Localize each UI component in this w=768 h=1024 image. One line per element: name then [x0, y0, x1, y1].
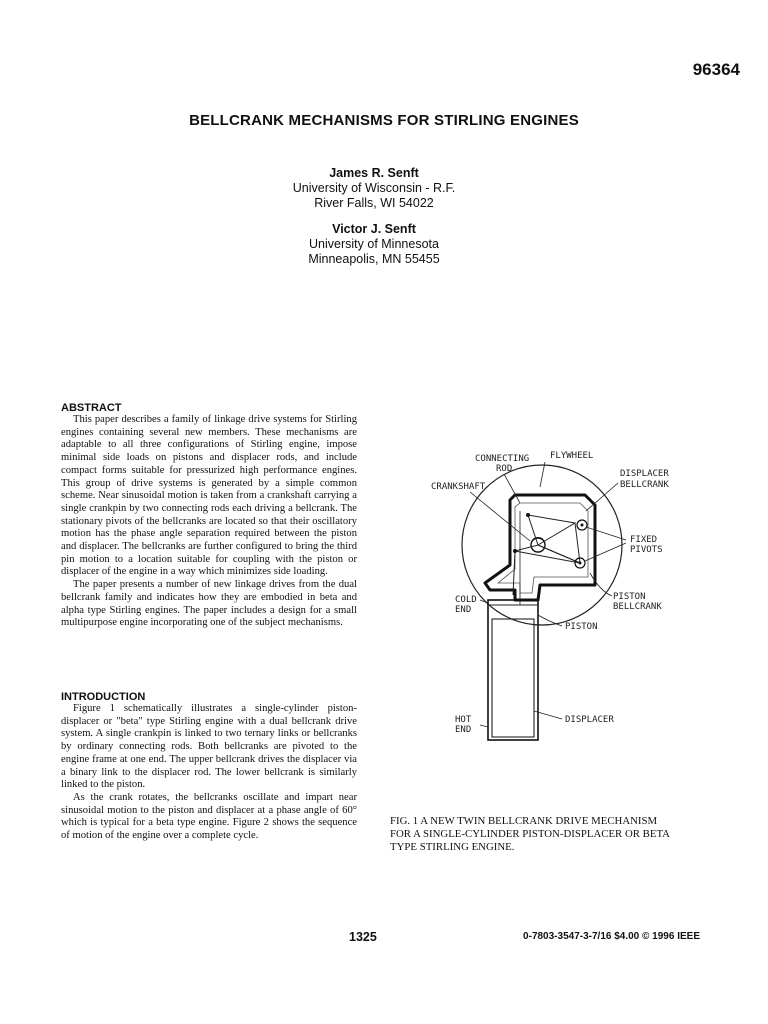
displacer-body	[492, 619, 534, 737]
crank-arrow	[532, 538, 544, 541]
author-affiliation: University of Wisconsin - R.F.	[292, 181, 456, 195]
introduction-paragraph: Figure 1 schematically illustrates a single-cylinder piston-displacer or "beta" type Stirling engine with a dual bellcrank drive system. A single crankpin is linked to two ternary links or bellcranks by ordinary connecting rods. Both bellcranks are pivoted to the engine frame at one end. The upper bellcrank drives the displacer via a binary link to the displacer rod. The lower bellcrank is similarly linked to the piston.	[61, 703, 357, 791]
label-piston-bellcrank: BELLCRANK	[613, 602, 662, 612]
caption-line: FOR A SINGLE-CYLINDER PISTON-DISPLACER OR BETA	[390, 828, 670, 840]
label-fixed-pivots: FIXED	[630, 535, 658, 545]
leader-line	[480, 725, 488, 727]
cylinder	[488, 600, 538, 740]
label-cold-end: END	[455, 605, 472, 615]
label-piston-bellcrank: PISTON	[613, 592, 646, 602]
label-hot-end: END	[455, 725, 472, 735]
label-connecting-rod: ROD	[496, 464, 513, 474]
author-block-1	[0, 166, 748, 211]
leader-line	[586, 483, 618, 511]
leader-line	[540, 462, 545, 487]
piston-rod	[513, 551, 515, 595]
label-crankshaft: CRANKSHAFT	[431, 482, 486, 492]
introduction-section	[61, 691, 357, 843]
abstract-section	[61, 402, 357, 630]
piston-bellcrank	[515, 545, 580, 563]
label-displacer: DISPLACER	[565, 715, 614, 725]
abstract-paragraph: This paper describes a family of linkage drive systems for Stirling engines containing several new members. These mechanisms are adaptable to all three configurations of Stirling engine, impose minimal side loads on pistons and displacer rods, and include compact forms suitable for pressurized high performance engines. This group of drive systems is generated by a simple common scheme. Near sinusoidal motion is taken from a crankshaft carrying a single crankpin by two connecting rods each driving a bellcrank. The stationary pivots of the bellcranks are located so that their oscillatory motion has the phase angle separation required between the piston and displacer. The bellcranks are further configured to bring the third pin motion to a location suitable for coupling with the piston or displacer of the engine in a way which minimizes side loading.	[61, 414, 357, 578]
author-block-2	[0, 222, 748, 267]
caption-line: TYPE STIRLING ENGINE.	[390, 841, 515, 853]
label-displacer-bellcrank: BELLCRANK	[620, 480, 669, 490]
pin-joint	[526, 513, 530, 517]
author-name: James R. Senft	[329, 166, 419, 180]
connecting-rod-upper	[528, 515, 575, 545]
flywheel-shape	[462, 465, 622, 625]
fixed-pivot-upper-center	[581, 524, 584, 527]
introduction-body	[61, 703, 357, 843]
leader-line	[585, 543, 626, 561]
page-number: 1325	[349, 930, 377, 944]
label-displacer-bellcrank: DISPLACER	[620, 469, 669, 479]
leader-line	[470, 492, 530, 541]
label-cold-end: COLD	[455, 595, 477, 605]
introduction-heading: INTRODUCTION	[61, 691, 146, 703]
abstract-paragraph: The paper presents a number of new linkage drives from the dual bellcrank family and indicates how they are embodied in beta and alpha type Stirling engines. The paper includes a design for a small multipurpose engine incorporating one of the subject mechanisms.	[61, 579, 357, 629]
abstract-heading: ABSTRACT	[61, 402, 122, 414]
figure-1-diagram	[420, 445, 710, 765]
document-number: 96364	[692, 60, 740, 79]
caption-line: FIG. 1 A NEW TWIN BELLCRANK DRIVE MECHANISM	[390, 815, 658, 827]
introduction-paragraph: As the crank rotates, the bellcranks oscillate and impart near sinusoidal motion to the piston and displacer at a phase angle of 60° which is typical for a beta type engine. Figure 2 shows the sequence of motion of the engine over a complete cycle.	[61, 791, 357, 842]
label-hot-end: HOT	[455, 715, 472, 725]
label-piston: PISTON	[565, 622, 598, 632]
label-connecting-rod: CONNECTING	[475, 454, 530, 464]
label-flywheel: FLYWHEEL	[550, 451, 594, 461]
author-affiliation: University of Minnesota	[309, 237, 439, 251]
abstract-body	[61, 414, 357, 630]
copyright-notice: 0-7803-3547-3-7/16 $4.00 © 1996 IEEE	[523, 931, 700, 942]
author-address: Minneapolis, MN 55455	[308, 252, 440, 266]
pin-joint	[513, 549, 517, 553]
author-name: Victor J. Senft	[332, 222, 416, 236]
label-fixed-pivots: PIVOTS	[630, 545, 663, 555]
author-address: River Falls, WI 54022	[314, 196, 434, 210]
figure-caption	[390, 815, 700, 854]
fixed-pivot-lower-center	[579, 562, 582, 565]
paper-title: BELLCRANK MECHANISMS FOR STIRLING ENGINES	[189, 112, 579, 129]
